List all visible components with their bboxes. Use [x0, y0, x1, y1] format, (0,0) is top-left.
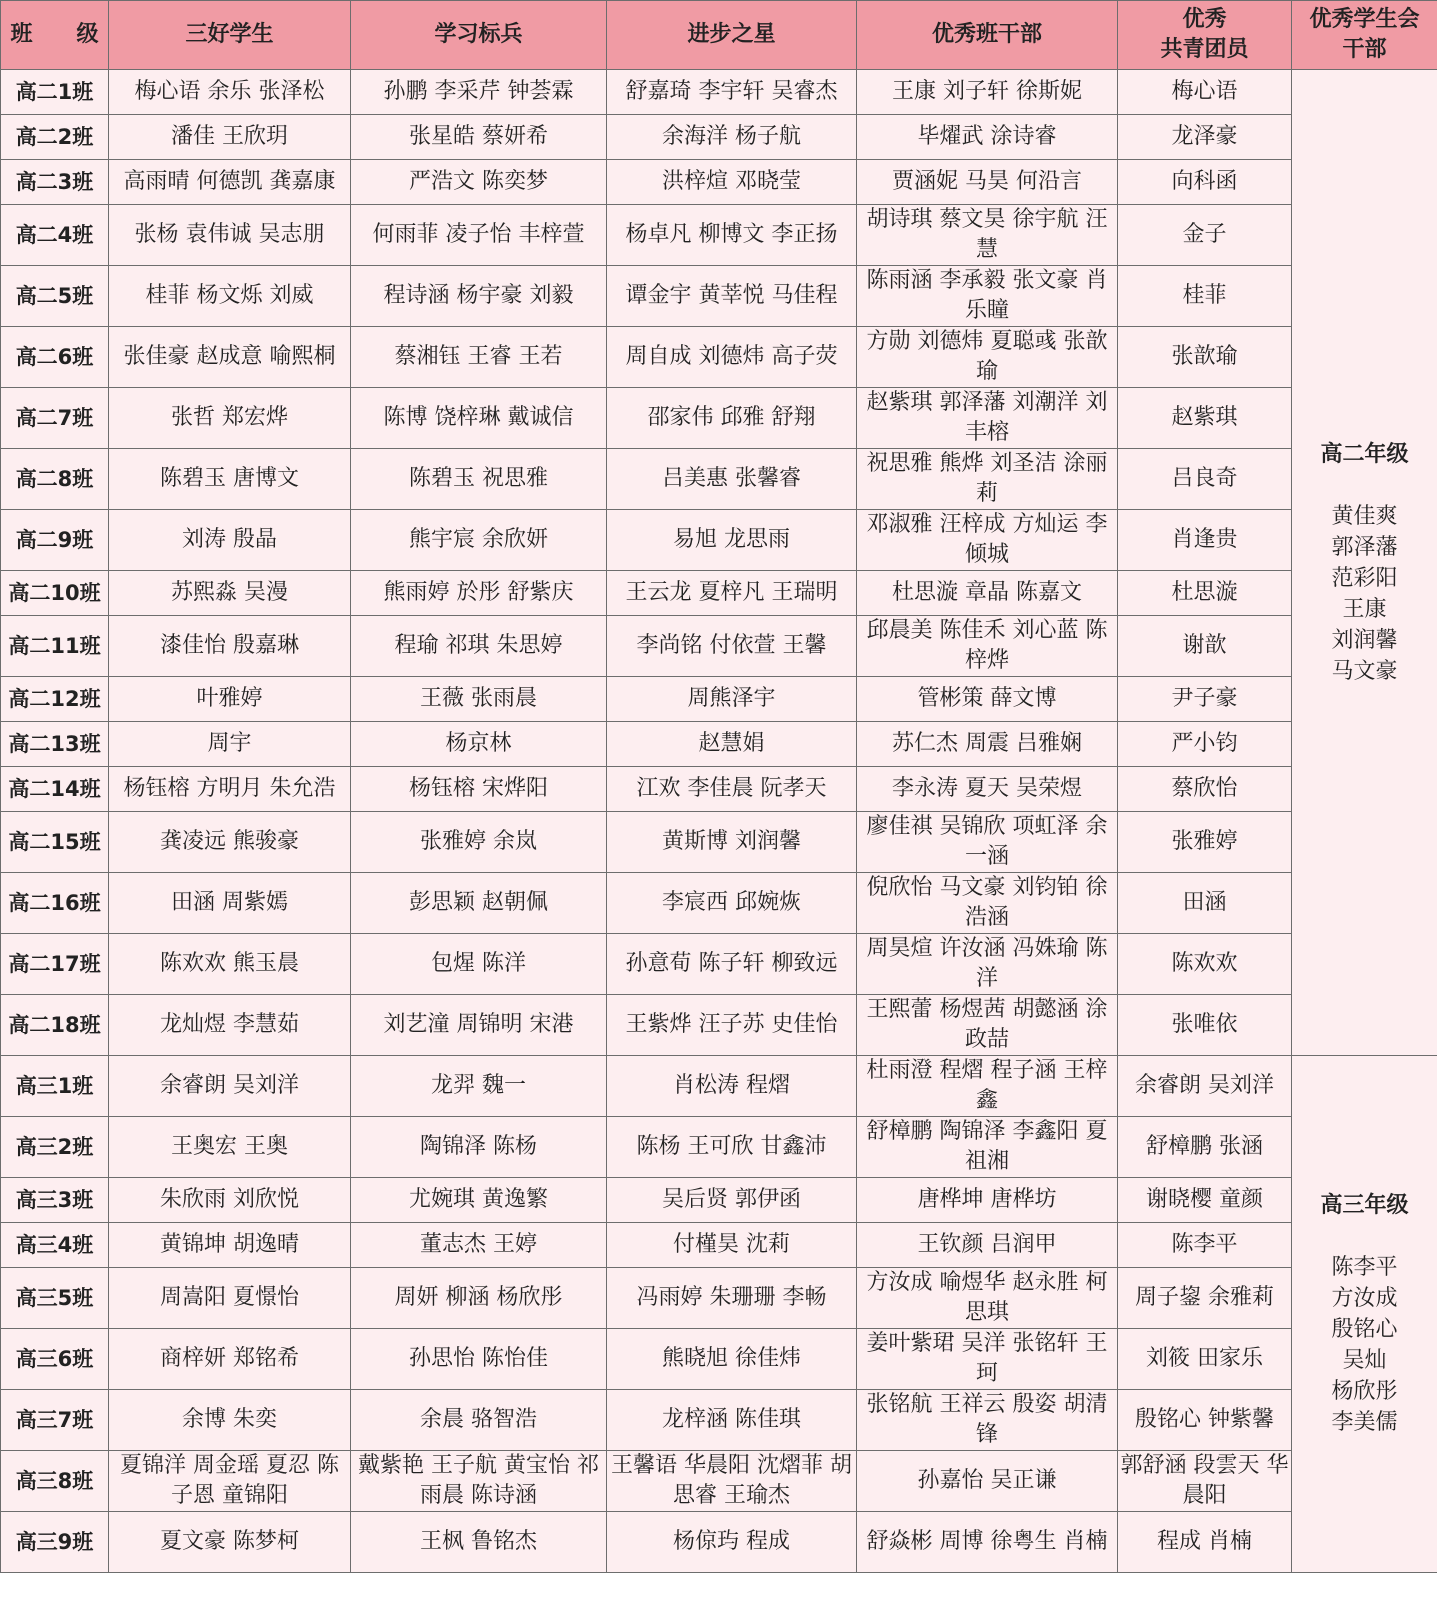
sanhao-cell: 桂菲 杨文烁 刘威 [109, 266, 351, 327]
class-cell: 高三6班 [1, 1329, 109, 1390]
sanhao-cell: 夏锦洋 周金瑶 夏忍 陈子恩 童锦阳 [109, 1451, 351, 1512]
class-cell: 高二8班 [1, 449, 109, 510]
jinbu-cell: 李宸西 邱婉烣 [607, 873, 857, 934]
sanhao-cell: 高雨晴 何德凯 龚嘉康 [109, 160, 351, 205]
sanhao-cell: 周宇 [109, 722, 351, 767]
ganbu-cell: 管彬策 薛文博 [857, 677, 1118, 722]
biaobing-cell: 孙鹏 李采芹 钟荟霖 [351, 70, 607, 115]
table-row [1, 510, 1437, 571]
biaobing-cell: 熊宇宸 余欣妍 [351, 510, 607, 571]
jinbu-cell: 陈杨 王可欣 甘鑫沛 [607, 1117, 857, 1178]
sanhao-cell: 朱欣雨 刘欣悦 [109, 1178, 351, 1223]
ganbu-cell: 胡诗琪 蔡文昊 徐宇航 汪慧 [857, 205, 1118, 266]
class-cell: 高三9班 [1, 1512, 109, 1573]
sanhao-cell: 余睿朗 吴刘洋 [109, 1056, 351, 1117]
jinbu-cell: 孙意荀 陈子轩 柳致远 [607, 934, 857, 995]
class-cell: 高二5班 [1, 266, 109, 327]
ganbu-cell: 舒樟鹏 陶锦泽 李鑫阳 夏祖湘 [857, 1117, 1118, 1178]
header-row [1, 1, 1437, 70]
jinbu-cell: 王馨语 华晨阳 沈熠菲 胡思睿 王瑜杰 [607, 1451, 857, 1512]
table-row [1, 1451, 1437, 1512]
class-cell: 高二6班 [1, 327, 109, 388]
tuanyuan-cell: 陈欢欢 [1118, 934, 1292, 995]
tuanyuan-cell: 龙泽豪 [1118, 115, 1292, 160]
jinbu-cell: 易旭 龙思雨 [607, 510, 857, 571]
biaobing-cell: 王薇 张雨晨 [351, 677, 607, 722]
ganbu-cell: 方汝成 喻煜华 赵永胜 柯思琪 [857, 1268, 1118, 1329]
class-cell: 高三4班 [1, 1223, 109, 1268]
sanhao-cell: 田涵 周紫嫣 [109, 873, 351, 934]
biaobing-cell: 严浩文 陈奕梦 [351, 160, 607, 205]
table-row [1, 115, 1437, 160]
biaobing-cell: 蔡湘钰 王睿 王若 [351, 327, 607, 388]
table-row [1, 388, 1437, 449]
ganbu-cell: 邱晨美 陈佳禾 刘心蓝 陈梓烨 [857, 616, 1118, 677]
biaobing-cell: 杨钰榕 宋烨阳 [351, 767, 607, 812]
table-row [1, 1117, 1437, 1178]
tuanyuan-cell: 舒樟鹏 张涵 [1118, 1117, 1292, 1178]
ganbu-cell: 方勋 刘德炜 夏聪彧 张歆瑜 [857, 327, 1118, 388]
biaobing-cell: 尤婉琪 黄逸繁 [351, 1178, 607, 1223]
table-row [1, 1268, 1437, 1329]
tuanyuan-cell: 金子 [1118, 205, 1292, 266]
tuanyuan-cell: 谢晓樱 童颜 [1118, 1178, 1292, 1223]
class-cell: 高二10班 [1, 571, 109, 616]
table-row [1, 205, 1437, 266]
header-student-union: 优秀学生会 干部 [1292, 1, 1437, 70]
student-union-name: 范彩阳 [1331, 565, 1398, 591]
class-cell: 高三5班 [1, 1268, 109, 1329]
biaobing-cell: 包煋 陈洋 [351, 934, 607, 995]
tuanyuan-cell: 肖逢贵 [1118, 510, 1292, 571]
header-biaobing: 学习标兵 [351, 1, 607, 70]
jinbu-cell: 杨卓凡 柳博文 李正扬 [607, 205, 857, 266]
biaobing-cell: 刘艺潼 周锦明 宋港 [351, 995, 607, 1056]
jinbu-cell: 谭金宇 黄莘悦 马佳程 [607, 266, 857, 327]
biaobing-cell: 程瑜 祁琪 朱思婷 [351, 616, 607, 677]
tuanyuan-cell: 尹子豪 [1118, 677, 1292, 722]
table-row [1, 677, 1437, 722]
ganbu-cell: 王康 刘子轩 徐斯妮 [857, 70, 1118, 115]
sanhao-cell: 周嵩阳 夏憬怡 [109, 1268, 351, 1329]
sanhao-cell: 龚凌远 熊骏豪 [109, 812, 351, 873]
table-row [1, 873, 1437, 934]
class-cell: 高二18班 [1, 995, 109, 1056]
grade-title: 高三年级 [1320, 1193, 1409, 1218]
ganbu-cell: 李永涛 夏天 吴荣煜 [857, 767, 1118, 812]
sanhao-cell: 杨钰榕 方明月 朱允浩 [109, 767, 351, 812]
student-union-name: 黄佳爽 [1331, 503, 1398, 529]
class-cell: 高二11班 [1, 616, 109, 677]
sanhao-cell: 张杨 袁伟诚 吴志朋 [109, 205, 351, 266]
table-row [1, 812, 1437, 873]
student-union-name: 陈李平 [1331, 1255, 1398, 1280]
class-cell: 高二3班 [1, 160, 109, 205]
table-row [1, 266, 1437, 327]
tuanyuan-cell: 谢歆 [1118, 616, 1292, 677]
jinbu-cell: 肖松涛 程熠 [607, 1056, 857, 1117]
tuanyuan-cell: 蔡欣怡 [1118, 767, 1292, 812]
sanhao-cell: 余博 朱奕 [109, 1390, 351, 1451]
sanhao-cell: 张哲 郑宏烨 [109, 388, 351, 449]
ganbu-cell: 王熙蕾 杨煜茜 胡懿涵 涂政喆 [857, 995, 1118, 1056]
tuanyuan-cell: 周子鋆 余雅莉 [1118, 1268, 1292, 1329]
class-cell: 高二9班 [1, 510, 109, 571]
class-cell: 高二7班 [1, 388, 109, 449]
table-row [1, 616, 1437, 677]
table-row [1, 70, 1437, 115]
sanhao-cell: 漆佳怡 殷嘉琳 [109, 616, 351, 677]
header-class: 班 级 [1, 1, 109, 70]
ganbu-cell: 陈雨涵 李承毅 张文豪 肖乐瞳 [857, 266, 1118, 327]
student-union-name: 刘润馨 [1331, 627, 1398, 653]
biaobing-cell: 程诗涵 杨宇豪 刘毅 [351, 266, 607, 327]
biaobing-cell: 何雨菲 凌子怡 丰梓萱 [351, 205, 607, 266]
header-tuanyuan: 优秀 共青团员 [1118, 1, 1292, 70]
sanhao-cell: 黄锦坤 胡逸晴 [109, 1223, 351, 1268]
class-cell: 高二4班 [1, 205, 109, 266]
tuanyuan-cell: 向科函 [1118, 160, 1292, 205]
student-union-name: 殷铭心 [1331, 1317, 1398, 1342]
tuanyuan-cell: 赵紫琪 [1118, 388, 1292, 449]
table-row [1, 1390, 1437, 1451]
sanhao-cell: 张佳豪 赵成意 喻熙桐 [109, 327, 351, 388]
sanhao-cell: 王奥宏 王奥 [109, 1117, 351, 1178]
biaobing-cell: 陈碧玉 祝思雅 [351, 449, 607, 510]
jinbu-cell: 杨倞玙 程成 [607, 1512, 857, 1573]
ganbu-cell: 王钦颜 吕润甲 [857, 1223, 1118, 1268]
class-cell: 高三7班 [1, 1390, 109, 1451]
student-union-name: 郭泽藩 [1331, 534, 1398, 560]
jinbu-cell: 周熊泽宇 [607, 677, 857, 722]
ganbu-cell: 唐桦坤 唐桦坊 [857, 1178, 1118, 1223]
jinbu-cell: 黄斯博 刘润馨 [607, 812, 857, 873]
tuanyuan-cell: 严小钧 [1118, 722, 1292, 767]
sanhao-cell: 夏文豪 陈梦柯 [109, 1512, 351, 1573]
sanhao-cell: 刘涛 殷晶 [109, 510, 351, 571]
sanhao-cell: 商梓妍 郑铭希 [109, 1329, 351, 1390]
tuanyuan-cell: 桂菲 [1118, 266, 1292, 327]
jinbu-cell: 江欢 李佳晨 阮孝天 [607, 767, 857, 812]
ganbu-cell: 杜雨澄 程熠 程子涵 王梓鑫 [857, 1056, 1118, 1117]
sanhao-cell: 陈欢欢 熊玉晨 [109, 934, 351, 995]
class-cell: 高三3班 [1, 1178, 109, 1223]
ganbu-cell: 姜叶紫珺 吴洋 张铭轩 王珂 [857, 1329, 1118, 1390]
table-body [1, 70, 1437, 1573]
jinbu-cell: 赵慧娟 [607, 722, 857, 767]
ganbu-cell: 杜思漩 章晶 陈嘉文 [857, 571, 1118, 616]
header-jinbu: 进步之星 [607, 1, 857, 70]
biaobing-cell: 张雅婷 余岚 [351, 812, 607, 873]
sanhao-cell: 苏熙淼 吴漫 [109, 571, 351, 616]
class-cell: 高三1班 [1, 1056, 109, 1117]
jinbu-cell: 王紫烨 汪子苏 史佳怡 [607, 995, 857, 1056]
table-row [1, 160, 1437, 205]
sanhao-cell: 梅心语 余乐 张泽松 [109, 70, 351, 115]
tuanyuan-cell: 程成 肖楠 [1118, 1512, 1292, 1573]
table-row [1, 1329, 1437, 1390]
biaobing-cell: 张星皓 蔡妍希 [351, 115, 607, 160]
tuanyuan-cell: 郭舒涵 段雲天 华晨阳 [1118, 1451, 1292, 1512]
biaobing-cell: 陶锦泽 陈杨 [351, 1117, 607, 1178]
ganbu-cell: 周昊煊 许汝涵 冯姝瑜 陈洋 [857, 934, 1118, 995]
student-union-name: 马文豪 [1331, 658, 1398, 684]
jinbu-cell: 付槿昊 沈莉 [607, 1223, 857, 1268]
table-row [1, 327, 1437, 388]
tuanyuan-cell: 张唯依 [1118, 995, 1292, 1056]
biaobing-cell: 余晨 骆智浩 [351, 1390, 607, 1451]
biaobing-cell: 陈博 饶梓琳 戴诚信 [351, 388, 607, 449]
biaobing-cell: 戴紫艳 王子航 黄宝怡 祁雨晨 陈诗涵 [351, 1451, 607, 1512]
jinbu-cell: 龙梓涵 陈佳琪 [607, 1390, 857, 1451]
ganbu-cell: 邓淑雅 汪梓成 方灿运 李倾城 [857, 510, 1118, 571]
tuanyuan-cell: 余睿朗 吴刘洋 [1118, 1056, 1292, 1117]
table-row [1, 995, 1437, 1056]
jinbu-cell: 余海洋 杨子航 [607, 115, 857, 160]
ganbu-cell: 祝思雅 熊烨 刘圣洁 涂丽莉 [857, 449, 1118, 510]
jinbu-cell: 舒嘉琦 李宇轩 吴睿杰 [607, 70, 857, 115]
table-row [1, 1178, 1437, 1223]
table-row [1, 1056, 1437, 1117]
jinbu-cell: 吕美惠 张馨睿 [607, 449, 857, 510]
student-union-name: 吴灿 [1342, 1348, 1387, 1373]
ganbu-cell: 苏仁杰 周震 吕雅娴 [857, 722, 1118, 767]
jinbu-cell: 李尚铭 付依萱 王馨 [607, 616, 857, 677]
tuanyuan-cell: 梅心语 [1118, 70, 1292, 115]
table-row [1, 722, 1437, 767]
jinbu-cell: 熊晓旭 徐佳炜 [607, 1329, 857, 1390]
table-row [1, 1223, 1437, 1268]
ganbu-cell: 贾涵妮 马昊 何沿言 [857, 160, 1118, 205]
class-cell: 高二14班 [1, 767, 109, 812]
header-ganbu: 优秀班干部 [857, 1, 1118, 70]
grade-title: 高二年级 [1320, 441, 1409, 467]
tuanyuan-cell: 田涵 [1118, 873, 1292, 934]
ganbu-cell: 孙嘉怡 吴正谦 [857, 1451, 1118, 1512]
table-row [1, 934, 1437, 995]
biaobing-cell: 熊雨婷 於彤 舒紫庆 [351, 571, 607, 616]
student-union-name: 杨欣彤 [1331, 1379, 1398, 1404]
class-cell: 高二17班 [1, 934, 109, 995]
jinbu-cell: 邵家伟 邱雅 舒翔 [607, 388, 857, 449]
sanhao-cell: 龙灿煜 李慧茹 [109, 995, 351, 1056]
ganbu-cell: 廖佳祺 吴锦欣 项虹泽 余一涵 [857, 812, 1118, 873]
table-row [1, 449, 1437, 510]
ganbu-cell: 毕燿武 涂诗睿 [857, 115, 1118, 160]
class-cell: 高二16班 [1, 873, 109, 934]
student-union-cell [1292, 1056, 1437, 1573]
student-union-name: 方汝成 [1331, 1286, 1398, 1311]
biaobing-cell: 彭思颖 赵朝佩 [351, 873, 607, 934]
jinbu-cell: 冯雨婷 朱珊珊 李畅 [607, 1268, 857, 1329]
ganbu-cell: 赵紫琪 郭泽藩 刘潮洋 刘丰榕 [857, 388, 1118, 449]
jinbu-cell: 周自成 刘德炜 高子荧 [607, 327, 857, 388]
tuanyuan-cell: 刘筱 田家乐 [1118, 1329, 1292, 1390]
tuanyuan-cell: 杜思漩 [1118, 571, 1292, 616]
sanhao-cell: 叶雅婷 [109, 677, 351, 722]
ganbu-cell: 张铭航 王祥云 殷姿 胡清锋 [857, 1390, 1118, 1451]
biaobing-cell: 王枫 鲁铭杰 [351, 1512, 607, 1573]
class-cell: 高二1班 [1, 70, 109, 115]
student-union-cell [1292, 70, 1437, 1056]
tuanyuan-cell: 殷铭心 钟紫馨 [1118, 1390, 1292, 1451]
biaobing-cell: 周妍 柳涵 杨欣彤 [351, 1268, 607, 1329]
class-cell: 高三2班 [1, 1117, 109, 1178]
class-cell: 高三8班 [1, 1451, 109, 1512]
tuanyuan-cell: 吕良奇 [1118, 449, 1292, 510]
biaobing-cell: 董志杰 王婷 [351, 1223, 607, 1268]
table-row [1, 1512, 1437, 1573]
biaobing-cell: 孙思怡 陈怡佳 [351, 1329, 607, 1390]
student-union-name: 王康 [1342, 596, 1387, 622]
ganbu-cell: 舒焱彬 周博 徐粤生 肖楠 [857, 1512, 1118, 1573]
jinbu-cell: 王云龙 夏梓凡 王瑞明 [607, 571, 857, 616]
jinbu-cell: 洪梓煊 邓晓莹 [607, 160, 857, 205]
table-row [1, 571, 1437, 616]
class-cell: 高二13班 [1, 722, 109, 767]
ganbu-cell: 倪欣怡 马文豪 刘钧铂 徐浩涵 [857, 873, 1118, 934]
biaobing-cell: 杨京林 [351, 722, 607, 767]
jinbu-cell: 吴后贤 郭伊函 [607, 1178, 857, 1223]
tuanyuan-cell: 陈李平 [1118, 1223, 1292, 1268]
tuanyuan-cell: 张歆瑜 [1118, 327, 1292, 388]
sanhao-cell: 潘佳 王欣玥 [109, 115, 351, 160]
class-cell: 高二15班 [1, 812, 109, 873]
biaobing-cell: 龙羿 魏一 [351, 1056, 607, 1117]
sanhao-cell: 陈碧玉 唐博文 [109, 449, 351, 510]
class-cell: 高二12班 [1, 677, 109, 722]
student-union-name: 李美儒 [1331, 1410, 1398, 1435]
table-row [1, 767, 1437, 812]
header-sanhao: 三好学生 [109, 1, 351, 70]
class-cell: 高二2班 [1, 115, 109, 160]
tuanyuan-cell: 张雅婷 [1118, 812, 1292, 873]
